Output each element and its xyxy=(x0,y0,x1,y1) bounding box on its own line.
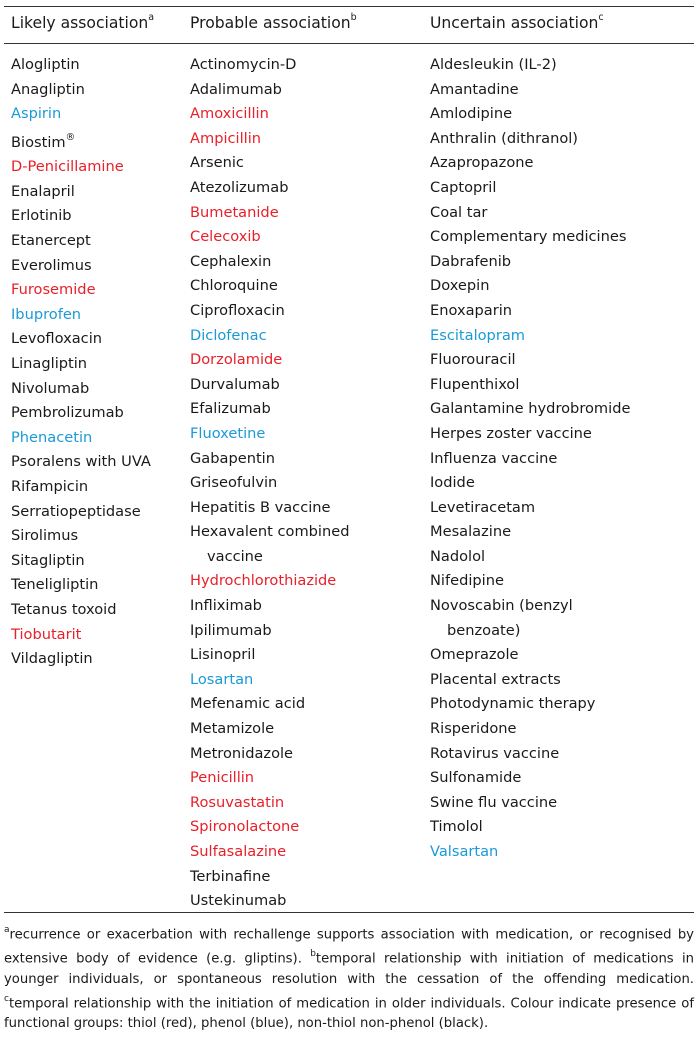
drug-item xyxy=(430,520,630,545)
drug-item xyxy=(430,250,630,275)
drug-item xyxy=(190,422,349,447)
drug-item xyxy=(190,250,349,275)
table-bottom-rule xyxy=(4,912,694,913)
uncertain-association-list xyxy=(430,53,630,865)
drug-name: Ampicillin xyxy=(190,129,262,147)
drug-item xyxy=(430,692,630,717)
footnote-a-mark: a xyxy=(4,925,10,935)
drug-name: Losartan xyxy=(190,670,254,688)
drug-item xyxy=(190,594,349,619)
drug-item xyxy=(430,102,630,127)
drug-item xyxy=(430,78,630,103)
drug-name: Iodide xyxy=(430,474,475,492)
drug-item xyxy=(430,766,630,791)
drug-name: Hepatitis B vaccine xyxy=(190,498,331,516)
drug-item xyxy=(190,373,349,398)
drug-name: Griseofulvin xyxy=(190,474,278,492)
drug-item xyxy=(11,450,151,475)
drug-item xyxy=(11,102,151,127)
drug-item xyxy=(190,447,349,472)
drug-item xyxy=(11,500,151,525)
drug-name: Sulfonamide xyxy=(430,769,522,787)
table-top-rule xyxy=(4,6,694,7)
drug-item xyxy=(11,155,151,180)
drug-item xyxy=(430,397,630,422)
drug-item xyxy=(190,274,349,299)
drug-item xyxy=(430,176,630,201)
drug-name: Aldesleukin (IL-2) xyxy=(430,56,557,73)
drug-item xyxy=(190,201,349,226)
drug-item xyxy=(190,766,349,791)
drug-name: Valsartan xyxy=(430,843,499,860)
drug-item xyxy=(11,229,151,254)
drug-name: Rotavirus vaccine xyxy=(430,744,560,762)
drug-name: Metamizole xyxy=(190,720,275,738)
drug-item xyxy=(430,53,630,78)
drug-item xyxy=(190,78,349,103)
drug-name: Atezolizumab xyxy=(190,178,289,196)
drug-name: Influenza vaccine xyxy=(430,449,558,467)
drug-name: Ibuprofen xyxy=(11,305,82,323)
drug-name: Mesalazine xyxy=(430,523,512,541)
drug-item xyxy=(11,623,151,648)
drug-name: Ciprofloxacin xyxy=(190,301,285,319)
header-likely-association: Likely association$^a$ xyxy=(11,12,155,33)
drug-name: Diclofenac xyxy=(190,326,267,344)
drug-name: Enalapril xyxy=(11,182,75,200)
drug-name: Etanercept xyxy=(11,232,91,250)
drug-name: Flupenthixol xyxy=(430,375,520,393)
drug-item xyxy=(190,348,349,373)
drug-name: Azapropazone xyxy=(430,154,534,172)
drug-name: Amantadine xyxy=(430,80,519,98)
drug-name: Mefenamic acid xyxy=(190,695,306,713)
drug-item xyxy=(11,647,151,672)
drug-name: Complementary medicines xyxy=(430,228,627,246)
drug-item xyxy=(430,201,630,226)
drug-item xyxy=(190,815,349,840)
drug-item xyxy=(190,127,349,152)
drug-name: Alogliptin xyxy=(11,56,80,73)
drug-item xyxy=(11,254,151,279)
drug-item xyxy=(430,496,630,521)
drug-name: Erlotinib xyxy=(11,207,72,225)
drug-name: Adalimumab xyxy=(190,80,282,98)
drug-name: Celecoxib xyxy=(190,228,261,246)
drug-name: Nifedipine xyxy=(430,572,504,590)
drug-name: Levofloxacin xyxy=(11,330,102,348)
drug-item xyxy=(430,348,630,373)
drug-name: Ipilimumab xyxy=(190,621,272,639)
drug-item xyxy=(430,791,630,816)
drug-item xyxy=(430,668,630,693)
footnote-a: recurrence or exacerbation with rechallenge supports association with medication, or recognised by extensive body of evidence (e.g. gliptins). xyxy=(4,927,694,967)
drug-item xyxy=(430,545,630,570)
probable-association-list xyxy=(190,53,349,914)
drug-item xyxy=(430,324,630,349)
drug-name: Psoralens with UVA xyxy=(11,453,151,471)
header-probable-association: Probable association$^b$ xyxy=(190,12,357,33)
drug-name: Phenacetin xyxy=(11,428,93,446)
drug-name: Placental extracts xyxy=(430,670,561,688)
drug-name: Furosemide xyxy=(11,281,96,299)
drug-item xyxy=(190,299,349,324)
drug-item xyxy=(190,791,349,816)
drug-item xyxy=(430,840,630,865)
drug-name: Ustekinumab xyxy=(190,892,287,910)
drug-name: Serratiopeptidase xyxy=(11,502,141,520)
drug-item xyxy=(11,401,151,426)
drug-name-continuation: benzoate) xyxy=(447,621,521,639)
drug-name: Cephalexin xyxy=(190,252,272,270)
drug-name: Amlodipine xyxy=(430,105,513,123)
drug-item xyxy=(190,889,349,914)
drug-name: Risperidone xyxy=(430,720,517,738)
drug-name: Omeprazole xyxy=(430,646,519,664)
drug-item xyxy=(190,176,349,201)
drug-item xyxy=(11,53,151,78)
table-footnotes xyxy=(4,921,694,1034)
drug-name: Sirolimus xyxy=(11,527,79,545)
drug-name: Fluorouracil xyxy=(430,351,516,369)
drug-item xyxy=(190,225,349,250)
drug-item xyxy=(11,426,151,451)
header-uncertain-association: Uncertain association$^c$ xyxy=(430,12,604,33)
drug-name: Biostim xyxy=(11,133,66,151)
drug-name: Arsenic xyxy=(190,154,244,172)
drug-name: Vildagliptin xyxy=(11,650,93,668)
drug-name: Timolol xyxy=(430,818,483,836)
drug-item xyxy=(430,569,630,594)
drug-name: Captopril xyxy=(430,178,497,196)
likely-association-list xyxy=(11,53,151,672)
drug-name: Pembrolizumab xyxy=(11,404,124,422)
drug-item xyxy=(430,373,630,398)
drug-name: Tetanus toxoid xyxy=(11,600,117,618)
drug-item xyxy=(190,53,349,78)
drug-name: Chloroquine xyxy=(190,277,278,295)
drug-name: Linagliptin xyxy=(11,354,88,372)
drug-name: Escitalopram xyxy=(430,326,525,344)
drug-name: Teneligliptin xyxy=(11,576,99,594)
drug-name: Coal tar xyxy=(430,203,488,221)
drug-name: Amoxicillin xyxy=(190,105,269,123)
drug-name: Nadolol xyxy=(430,547,486,565)
drug-item xyxy=(430,815,630,840)
drug-name: Galantamine hydrobromide xyxy=(430,400,631,418)
drug-item xyxy=(190,717,349,742)
drug-name: Durvalumab xyxy=(190,375,280,393)
drug-item xyxy=(190,865,349,890)
drug-item xyxy=(190,643,349,668)
drug-name: Efalizumab xyxy=(190,400,271,418)
drug-item xyxy=(190,102,349,127)
drug-item xyxy=(430,299,630,324)
drug-item xyxy=(11,549,151,574)
drug-name: Levetiracetam xyxy=(430,498,536,516)
drug-item xyxy=(430,274,630,299)
drug-item xyxy=(11,475,151,500)
drug-name: Everolimus xyxy=(11,256,92,274)
drug-name: Hydrochlorothiazide xyxy=(190,572,337,590)
footnote-b: temporal relationship with initiation of medications in younger individuals, or spontaneous resolution with the cessation of the offending medication. xyxy=(4,951,694,987)
drug-name: D-Penicillamine xyxy=(11,158,124,176)
drug-item xyxy=(11,127,151,155)
drug-item xyxy=(11,327,151,352)
drug-item xyxy=(11,377,151,402)
drug-name: Dorzolamide xyxy=(190,351,283,369)
drug-name: Photodynamic therapy xyxy=(430,695,596,713)
drug-item xyxy=(190,569,349,594)
drug-item xyxy=(11,303,151,328)
drug-item xyxy=(190,520,349,569)
drug-name: Terbinafine xyxy=(190,867,271,885)
drug-item xyxy=(11,204,151,229)
drug-item xyxy=(11,278,151,303)
drug-name: Metronidazole xyxy=(190,744,294,762)
drug-item xyxy=(430,422,630,447)
drug-name: Sulfasalazine xyxy=(190,843,287,860)
drug-item xyxy=(430,471,630,496)
drug-name: Anagliptin xyxy=(11,80,85,98)
drug-name: Spironolactone xyxy=(190,818,300,836)
drug-item xyxy=(430,151,630,176)
drug-item xyxy=(190,619,349,644)
drug-item xyxy=(190,151,349,176)
drug-name: Enoxaparin xyxy=(430,301,513,319)
drug-name: Hexavalent combined xyxy=(190,523,350,541)
drug-name: Aspirin xyxy=(11,105,62,123)
drug-name: Anthralin (dithranol) xyxy=(430,129,578,147)
drug-item xyxy=(11,352,151,377)
drug-name: Novoscabin (benzyl xyxy=(430,597,573,615)
drug-name: Swine flu vaccine xyxy=(430,793,558,811)
drug-item xyxy=(430,742,630,767)
drug-name: Sitagliptin xyxy=(11,551,85,569)
drug-item xyxy=(11,573,151,598)
drug-name: Bumetanide xyxy=(190,203,279,221)
drug-item xyxy=(430,225,630,250)
drug-item xyxy=(190,742,349,767)
drug-item xyxy=(430,447,630,472)
drug-item xyxy=(11,598,151,623)
drug-name: Penicillin xyxy=(190,769,255,787)
drug-item xyxy=(190,692,349,717)
drug-item xyxy=(430,594,630,643)
drug-name: Dabrafenib xyxy=(430,252,512,270)
footnote-c-mark: c xyxy=(4,993,9,1004)
registered-mark: ® xyxy=(65,131,76,143)
drug-name: Infliximab xyxy=(190,597,262,615)
footnote-c: temporal relationship with the initiation of medication in older individuals. Colour indicate presence of functional groups: thiol (red), phenol (blue), non-thiol non-phenol (black). xyxy=(4,996,694,1032)
drug-item xyxy=(190,397,349,422)
drug-name-continuation: vaccine xyxy=(207,547,263,565)
drug-name: Actinomycin-D xyxy=(190,56,297,73)
drug-name: Nivolumab xyxy=(11,379,90,397)
drug-item xyxy=(430,127,630,152)
drug-name: Doxepin xyxy=(430,277,490,295)
drug-item xyxy=(190,324,349,349)
header-rule xyxy=(4,43,694,44)
drug-item xyxy=(11,180,151,205)
drug-item xyxy=(190,840,349,865)
drug-name: Fluoxetine xyxy=(190,424,266,442)
drug-name: Rifampicin xyxy=(11,477,89,495)
footnote-b-mark: b xyxy=(310,949,316,960)
drug-item xyxy=(430,643,630,668)
drug-name: Gabapentin xyxy=(190,449,275,467)
drug-name: Herpes zoster vaccine xyxy=(430,424,592,442)
drug-item xyxy=(190,496,349,521)
drug-name: Tiobutarit xyxy=(11,625,82,643)
drug-name: Rosuvastatin xyxy=(190,793,285,811)
drug-item xyxy=(190,471,349,496)
drug-item xyxy=(430,717,630,742)
drug-item xyxy=(11,524,151,549)
drug-item xyxy=(190,668,349,693)
drug-name: Lisinopril xyxy=(190,646,256,664)
drug-item xyxy=(11,78,151,103)
